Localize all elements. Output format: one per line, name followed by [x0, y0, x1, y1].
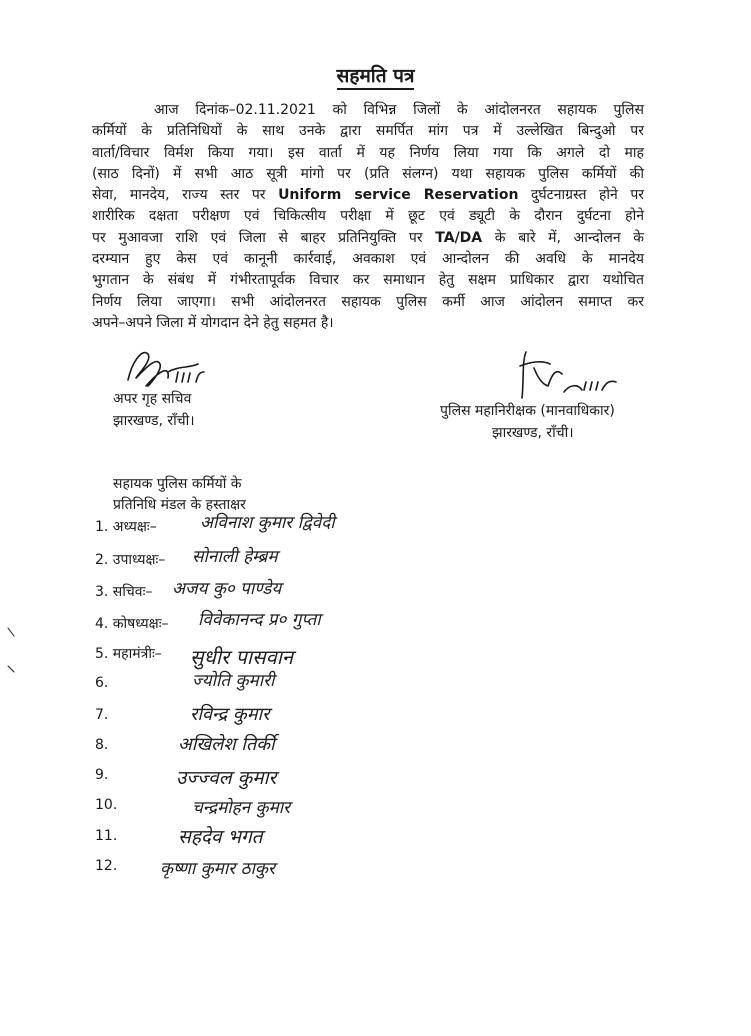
body-line: आज दिनांक–02.11.2021 को विभिन्न जिलों के आंदोलनरत सहायक पुलिस: [154, 102, 644, 118]
member-signature: सुधीर पासवान: [190, 645, 293, 669]
member-signature: कृष्णा कुमार ठाकुर: [160, 859, 275, 879]
member-row: [95, 797, 117, 813]
member-signature: सोनाली हेम्ब्रम: [192, 547, 278, 567]
member-row: [95, 737, 108, 753]
body-line: अपने–अपने जिला में योगदान देने हेतु सहमत है।: [92, 314, 334, 331]
body-line: [92, 228, 644, 249]
member-row: [95, 582, 152, 601]
signatory-right-location: झारखण्ड, राँची।: [492, 425, 574, 441]
body-text-part: पर मुआवजा राशि एवं जिला से बाहर प्रतिनियुक्ति पर: [92, 229, 423, 246]
member-signature: अविनाश कुमार द्विवेदी: [200, 513, 335, 533]
body-line: शारीरिक दक्षता परीक्षण एवं चिकित्सीय परीक्षा में छूट एवं ड्यूटी के दौरान दुर्घटना होने: [92, 208, 644, 225]
body-text-bold: TA/DA: [435, 229, 483, 246]
member-signature: उज्ज्वल कुमार: [176, 767, 277, 789]
body-text-part: सेवा, मानदेय, राज्य स्तर पर: [92, 187, 266, 204]
member-signature: अजय कु० पाण्डेय: [172, 579, 282, 599]
member-label: 7.: [95, 707, 109, 723]
member-label: 1. अध्यक्षः–: [95, 519, 157, 535]
member-label: 8.: [95, 737, 109, 753]
representatives-header-line: सहायक पुलिस कर्मियों के: [113, 476, 242, 492]
member-signature: सहदेव भगत: [178, 826, 263, 848]
member-label: 9.: [95, 767, 109, 783]
member-signature: रविन्द्र कुमार: [190, 704, 270, 725]
member-signature: ज्योति कुमारी: [192, 671, 275, 691]
signature-right-image: [512, 344, 622, 406]
member-row: [95, 858, 117, 874]
body-text-part: के बारे में, आन्दोलन के: [494, 229, 645, 246]
body-line: कर्मियों के प्रतिनिधियों के साथ उनके द्वारा समर्पित मांग पत्र में उल्लेखित बिन्दुओ पर: [92, 123, 644, 140]
member-row: [95, 767, 108, 783]
body-text-bold: Uniform service Reservation: [278, 187, 519, 204]
member-signature: विवेकानन्द प्र० गुप्ता: [198, 610, 321, 630]
body-text-part: दुर्घटनाग्रस्त होने पर: [530, 187, 644, 204]
body-line: वार्ता/विचार विर्मश किया गया। इस वार्ता में यह निर्णय लिया गया कि अगले दो माह: [92, 144, 644, 161]
member-row: [95, 517, 157, 536]
body-line: भुगतान के संबंध में गंभीरतापूर्वक विचार कर समाधान हेतु सक्षम प्राधिकार द्वारा यथोचित: [92, 272, 644, 289]
member-label: 2. उपाध्यक्षः–: [95, 552, 166, 568]
member-label: 10.: [95, 797, 118, 813]
member-row: [95, 828, 117, 844]
member-row: [95, 707, 108, 723]
signature-left-image: [118, 342, 218, 392]
member-signature: अखिलेश तिर्की: [178, 734, 275, 755]
signatory-right: [440, 400, 615, 444]
member-signature: चन्द्रमोहन कुमार: [192, 798, 291, 818]
document-title-text: सहमति पत्र: [337, 65, 415, 90]
body-line: (साठ दिनों) में सभी आठ सूत्री मांगो पर (प्रति संलग्न) यथा सहायक पुलिस कर्मियों की: [92, 165, 644, 182]
signatory-left-location: झारखण्ड, राँची।: [113, 413, 195, 429]
body-line: निर्णय लिया जाएगा। सभी आंदोलनरत सहायक पुलिस कर्मी आज आंदोलन समाप्त कर: [92, 293, 644, 310]
member-row: [95, 614, 169, 633]
member-row: [95, 550, 165, 569]
member-label: 6.: [95, 675, 109, 691]
signatory-left: [113, 388, 195, 432]
member-label: 3. सचिवः–: [95, 584, 153, 600]
document-body: [92, 100, 644, 334]
scan-mark: [4, 624, 18, 674]
document-title: [0, 62, 751, 88]
member-label: 5. महामंत्रीः–: [95, 646, 162, 662]
member-label: 11.: [95, 828, 118, 844]
member-label: 4. कोषध्यक्षः–: [95, 616, 169, 632]
representatives-header-line: प्रतिनिधि मंडल के हस्ताक्षर: [113, 497, 246, 513]
signatory-right-designation: पुलिस महानिरीक्षक (मानवाधिकार): [440, 403, 615, 419]
member-row: [95, 644, 162, 663]
member-row: [95, 675, 108, 691]
signatory-left-designation: अपर गृह सचिव: [113, 391, 192, 407]
body-line: [92, 185, 644, 206]
body-line: दरम्यान हुए केस एवं कानूनी कार्रवाई, अवकाश एवं आन्दोलन की अवधि के मानदेय: [92, 251, 644, 268]
member-label: 12.: [95, 858, 118, 874]
